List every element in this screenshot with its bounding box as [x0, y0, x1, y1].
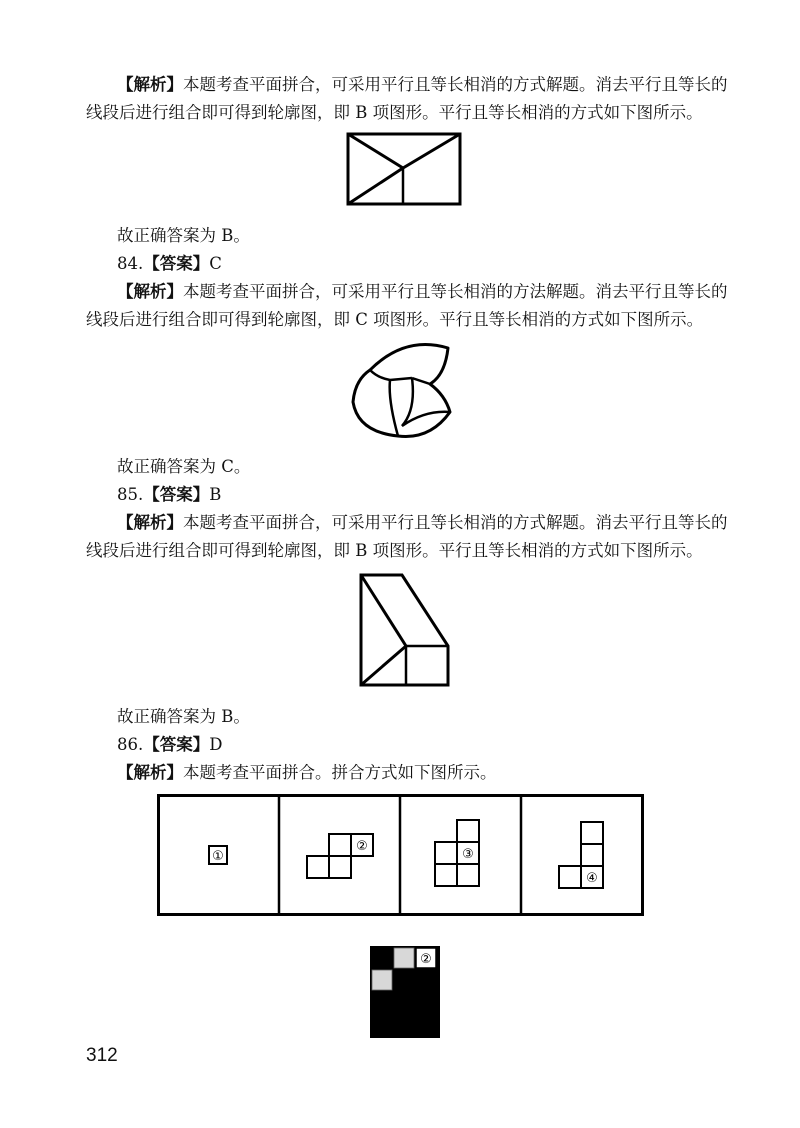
q84-answer-line: 84.【答案】C — [117, 254, 222, 273]
q85-conclusion: 故正确答案为 B。 — [117, 707, 250, 726]
analysis-tag: 【解析】 — [117, 513, 183, 532]
q84-conclusion: 故正确答案为 C。 — [117, 457, 251, 476]
q86-answer-line: 86.【答案】D — [117, 735, 223, 754]
q84-analysis-line1: 【解析】本题考查平面拼合，可采用平行且等长相消的方法解题。消去平行且等长的 — [117, 282, 728, 301]
q85-answer-line: 85.【答案】B — [117, 485, 222, 504]
analysis-tag: 【解析】 — [117, 75, 183, 94]
answer-tag: 【答案】 — [143, 735, 210, 754]
q83-conclusion: 故正确答案为 B。 — [117, 226, 250, 245]
answer-tag: 【答案】 — [143, 254, 210, 273]
answer-tag: 【答案】 — [143, 485, 210, 504]
q85-analysis-line1: 【解析】本题考查平面拼合，可采用平行且等长相消的方式解题。消去平行且等长的 — [117, 513, 728, 532]
q83-figure — [345, 131, 465, 211]
q83-analysis-line2: 线段后进行组合即可得到轮廓图，即 B 项图形。平行且等长相消的方式如下图所示。 — [86, 103, 703, 122]
analysis-tag: 【解析】 — [117, 763, 183, 782]
cell-label-3: ③ — [462, 847, 474, 862]
q86-panels — [157, 794, 647, 919]
analysis-tag: 【解析】 — [117, 282, 183, 301]
cell-label-1: ① — [212, 849, 224, 864]
q85-answer: B — [209, 485, 222, 504]
q83-analysis-line1: 【解析】本题考查平面拼合，可采用平行且等长相消的方式解题。消去平行且等长的 — [117, 75, 728, 94]
result-cell-label: ② — [420, 952, 432, 967]
q86-result-figure — [370, 946, 440, 1038]
q86-analysis-line: 【解析】本题考查平面拼合。拼合方式如下图所示。 — [117, 763, 497, 782]
q84-analysis-line2: 线段后进行组合即可得到轮廓图，即 C 项图形。平行且等长相消的方式如下图所示。 — [86, 310, 704, 329]
cell-label-2: ② — [356, 839, 368, 854]
q85-figure — [358, 572, 458, 692]
q84-answer: C — [209, 254, 222, 273]
page-number: 312 — [86, 1045, 118, 1066]
q86-answer: D — [209, 735, 223, 754]
panel-1 — [209, 846, 227, 864]
q84-figure — [350, 340, 460, 440]
q85-analysis-line2: 线段后进行组合即可得到轮廓图，即 B 项图形。平行且等长相消的方式如下图所示。 — [86, 541, 703, 560]
cell-label-4: ④ — [586, 871, 598, 886]
